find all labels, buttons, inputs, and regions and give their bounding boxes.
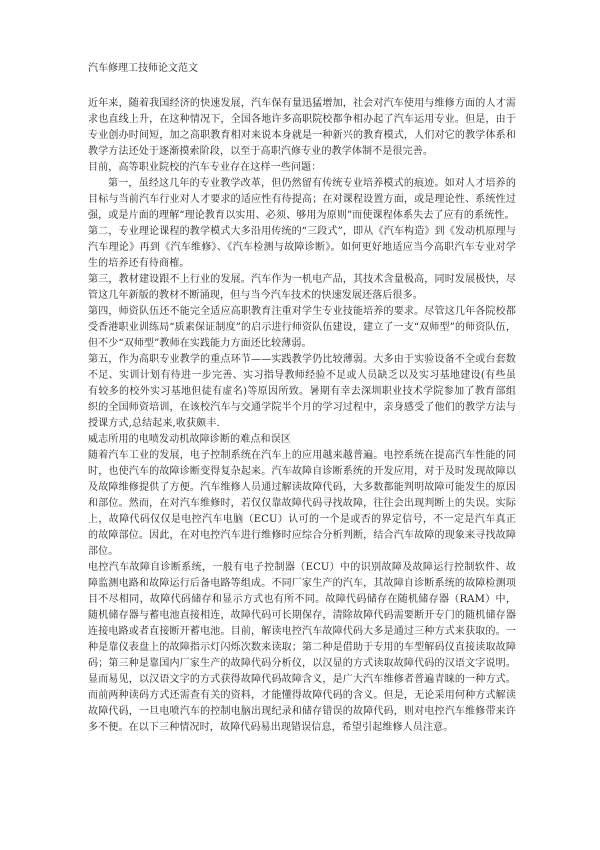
paragraph: 第一，虽经这几年的专业教学改革，但仍然留有传统专业培养模式的痕迹。如对人才培养的目标与当前汽车行业对人才要求的适应性有待提高；在对课程设置方面，或是理论性、系统性过强，或是片面的理解“理论教育以实用、必须、够用为原则”而使课程体系失去了应有的系统性。	[88, 178, 516, 221]
paragraph: 威志所用的电喷发动机故障诊断的难点和误区	[88, 434, 291, 445]
paragraph: 第二，专业理论课程的教学模式大多沿用传统的“三段式”，即从《汽车构造》到《发动机原理与汽车理论》再到《汽车维修》、《汽车检测与故障诊断》。如何更好地适应当今高职汽车专业对学生的培养还有待商榷。	[88, 226, 516, 269]
paragraph: 第四，师资队伍还不能完全适应高职教育注重对学生专业技能培养的要求。尽管这几年各院校都受香港职业训练局“质素保证制度”的启示进行师资队伍建设，建立了一支“双师型”的师资队伍，但不少“双师型”教师在实践能力方面还比较薄弱。	[88, 306, 516, 349]
paragraph: 第五，作为高职专业教学的重点环节——实践教学仍比较薄弱。大多由于实验设备不全或台套数不足、实训计划有待进一步完善、实习指导教师经验不足或人员缺乏以及实习基地建设(有些虽有较多的校外实习基地但徒有虚名)等原因所致。暑期有幸去深圳职业技术学院参加了教育部组织的全国师资培训，在该校汽车与交通学院半个月的学习过程中，亲身感受了他们的教学方法与授课方式,总结起来,收获颇丰.	[88, 354, 516, 429]
paragraph: 随着汽车工业的发展，电子控制系统在汽车上的应用越来越普遍。电控系统在提高汽车性能的同时，也使汽车的故障诊断变得复杂起来。汽车故障自诊断系统的开发应用，对于及时发现故障以及故障维修提供了方便。汽车维修人员通过解读故障代码，大多数都能判明故障可能发生的原因和部位。然而，在对汽车维修时，若仅仅靠故障代码寻找故障，往往会出现判断上的失误。实际上，故障代码仅仅是电控汽车电脑（ECU）认可的一个是或否的界定信号，不一定是汽车真正的故障部位。因此，在对电控汽车进行维修时应综合分析判断，结合汽车故障的现象来寻找故障部位。	[88, 450, 516, 557]
paragraph: 电控汽车故障自诊断系统，一般有电子控制器（ECU）中的识别故障及故障运行控制软件、故障监测电路和故障运行后备电路等组成。不同厂家生产的汽车，其故障自诊断系统的故障检测项目不尽相同，故障代码储存和显示方式也有所不同。故障代码储存在随机储存器（RAM）中，随机储存器与蓄电池直接相连，故障代码可长期保存，清除故障代码需要断开专门的随机储存器连接电路或者直接断开蓄电池。目前，解读电控汽车故障代码大多是通过三种方式来获取的。一种是靠仪表盘上的故障指示灯闪烁次数来读取；第二种是借助于专用的车型解码仪直接读取故障码；第三种是靠国内厂家生产的故障代码分析仪，以汉显的方式读取故障代码的汉语文字说明。显而易见，以汉语文字的方式获得故障代码故障含义，是广大汽车维修者普遍青睐的一种方式。而前两种读码方式还需查有关的资料，才能懂得故障代码的含义。但是，无论采用何种方式解读故障代码，一旦电喷汽车的控制电脑出现纪录和储存错误的故障代码，则对电控汽车维修带来许多不便。在以下三种情况时，故障代码易出现错误信息，希望引起维修人员注意。	[88, 562, 516, 733]
paragraph: 目前，高等职业院校的汽车专业存在这样一些问题：	[88, 162, 322, 173]
document-body	[88, 96, 516, 736]
document-page	[88, 62, 516, 736]
paragraph: 第三，教材建设跟不上行业的发展。汽车作为一机电产品，其技术含量极高，同时发展极快，尽管这几年新版的教材不断涌现，但与当今汽车技术的快速发展还落后很多。	[88, 274, 516, 301]
paragraph: 近年来，随着我国经济的快速发展，汽车保有量迅猛增加，社会对汽车使用与维修方面的人才需求也直线上升，在这种情况下，全国各地许多高职院校都争相办起了汽车运用专业。但是，由于专业创办时间短，加之高职教育相对来说本身就是一种新兴的教育模式，人们对它的教学体系和教学方法还处于逐渐摸索阶段，以至于高职汽修专业的教学体制不是很完善。	[88, 98, 516, 157]
document-title: 汽车修理工技师论文范文	[88, 63, 198, 74]
